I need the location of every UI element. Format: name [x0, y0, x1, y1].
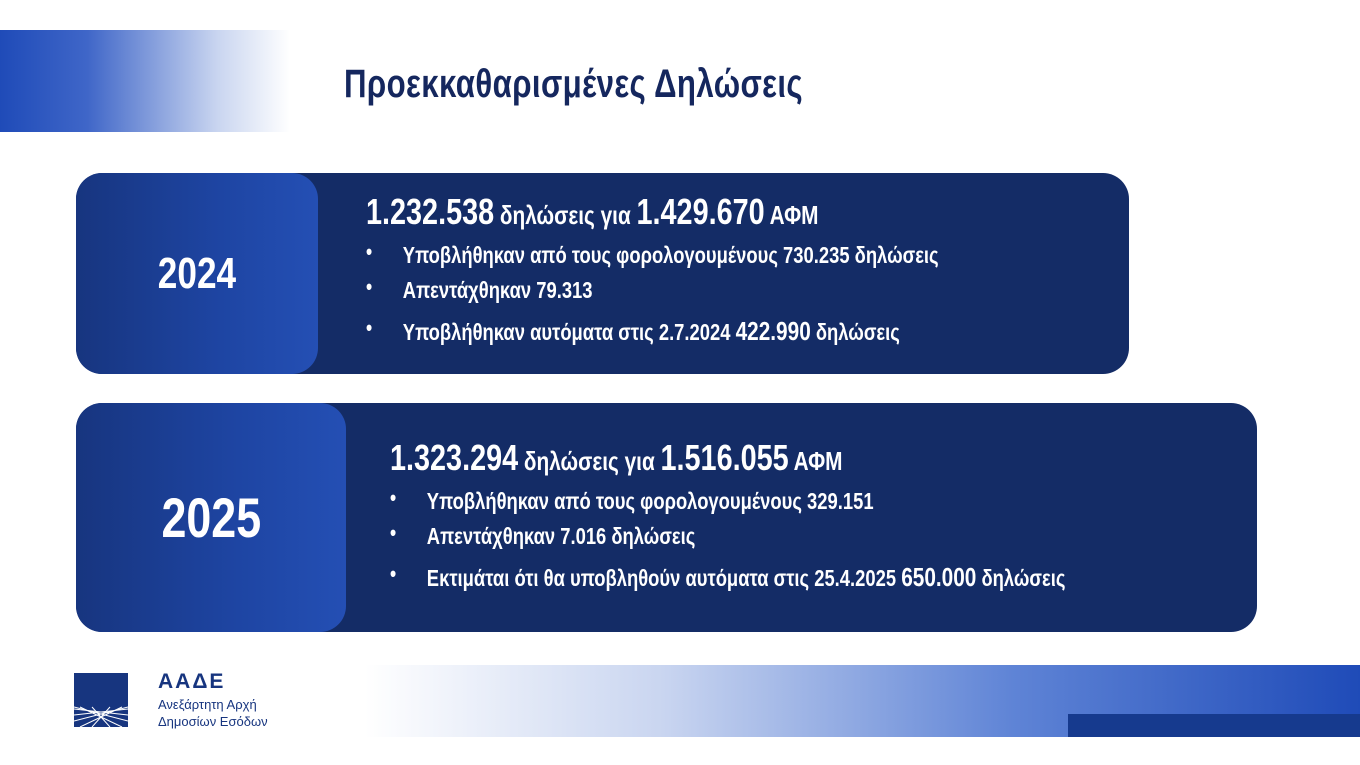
bullet-dot-icon: • [366, 239, 373, 264]
bullet-suffix: δηλώσεις [981, 565, 1066, 591]
declarations-count: 1.323.294 [390, 437, 519, 478]
year-box-2024 [76, 173, 318, 374]
headline-middle-text: δηλώσεις για [499, 200, 631, 230]
bullet-highlight-number: 422.990 [735, 316, 811, 346]
headline [366, 191, 939, 232]
bullet-highlight-number: 650.000 [901, 562, 977, 592]
bullet-text: Απεντάχθηκαν 7.016 δηλώσεις [426, 523, 696, 549]
bullet-item [366, 314, 939, 350]
org-abbreviation: ΑΑΔΕ [158, 670, 226, 693]
bullet-text: Υποβλήθηκαν από τους φορολογουμένους 329.151 [426, 488, 874, 514]
panel-content-2024 [366, 191, 939, 350]
bullet-text: Εκτιμάται ότι θα υποβληθούν αυτόματα στις 25.4.2025 [426, 565, 897, 591]
afm-label: ΑΦΜ [769, 200, 819, 230]
year-label: 2024 [157, 248, 237, 298]
bullet-item [390, 484, 1065, 519]
panel-content-2025 [390, 437, 1066, 596]
bullet-item [366, 238, 939, 273]
footer-accent-bar [1068, 714, 1360, 737]
page-title: Προεκκαθαρισμένες Δηλώσεις [344, 62, 804, 106]
panel-2025 [76, 403, 1257, 632]
bullet-item [390, 519, 1065, 554]
bullet-text: Απεντάχθηκαν 79.313 [402, 277, 593, 303]
bullet-dot-icon: • [390, 520, 397, 545]
aade-logo-icon [74, 673, 128, 727]
bullet-text: Υποβλήθηκαν από τους φορολογουμένους 730.235 δηλώσεις [402, 242, 939, 268]
bullet-dot-icon: • [366, 315, 373, 340]
org-name-line-2: Δημοσίων Εσόδων [158, 714, 268, 729]
org-name-line-1: Ανεξάρτητη Αρχή [158, 697, 257, 712]
afm-count: 1.429.670 [636, 191, 765, 232]
bullet-dot-icon: • [390, 561, 397, 586]
panel-2024 [76, 173, 1129, 374]
bullet-item [366, 273, 939, 308]
bullet-item [390, 560, 1065, 596]
afm-label: ΑΦΜ [793, 446, 843, 476]
year-label: 2025 [161, 486, 261, 549]
header-gradient-band [0, 30, 290, 132]
bullet-suffix: δηλώσεις [815, 319, 900, 345]
bullet-dot-icon: • [390, 485, 397, 510]
year-box-2025 [76, 403, 346, 632]
headline [390, 437, 1065, 478]
bullet-dot-icon: • [366, 274, 373, 299]
declarations-count: 1.232.538 [366, 191, 495, 232]
headline-middle-text: δηλώσεις για [523, 446, 655, 476]
bullet-text: Υποβλήθηκαν αυτόματα στις 2.7.2024 [402, 319, 731, 345]
afm-count: 1.516.055 [660, 437, 789, 478]
